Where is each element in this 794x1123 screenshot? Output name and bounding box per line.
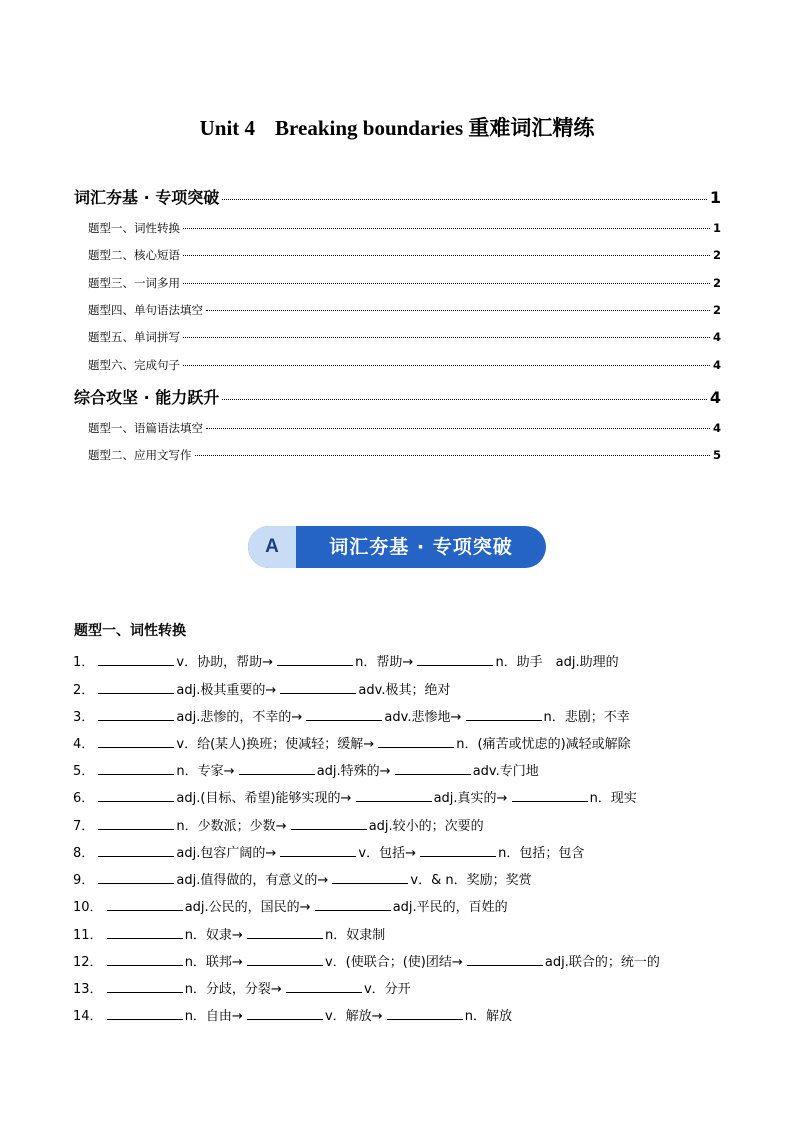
exercise-prompt: n．包括；包含 [498, 846, 585, 861]
toc-leader [183, 228, 710, 229]
toc-label: 题型二、核心短语 [88, 248, 180, 262]
exercise-prompt: n．帮助→ [355, 655, 414, 670]
toc-item[interactable] [74, 385, 721, 407]
exercise-prompt: adv.专门地 [472, 764, 539, 779]
toc-label: 词汇夯基 · 专项突破 [74, 188, 220, 207]
exercise-number: 4． [73, 737, 95, 752]
answer-blank[interactable] [466, 707, 542, 721]
exercise-prompt: n．助手 adj.助理的 [495, 655, 619, 670]
answer-blank[interactable] [387, 1006, 463, 1020]
answer-blank[interactable] [98, 707, 174, 721]
answer-blank[interactable] [98, 788, 174, 802]
exercise-number: 9． [73, 873, 95, 888]
exercise-prompt: v．(使联合；(使)团结→ [324, 955, 463, 970]
exercise-prompt: n．联邦→ [184, 955, 243, 970]
answer-blank[interactable] [107, 979, 183, 993]
toc-label: 题型一、词性转换 [88, 221, 180, 235]
toc-item[interactable] [88, 220, 721, 236]
toc-page: 1 [709, 188, 721, 207]
exercise-prompt: v．给(某人)换班；使减轻；缓解→ [176, 737, 375, 752]
page-title [0, 113, 794, 143]
exercise-prompt: adj.包容广阔的→ [176, 846, 277, 861]
toc-page: 4 [712, 330, 721, 344]
toc-leader [183, 337, 710, 338]
toc-page: 1 [712, 221, 721, 235]
toc-leader [222, 199, 707, 200]
exercise-item [73, 788, 637, 808]
answer-blank[interactable] [395, 761, 471, 775]
toc-label: 题型三、一词多用 [88, 276, 180, 290]
exercise-prompt: adj.极其重要的→ [176, 683, 277, 698]
exercise-prompt: v．包括→ [358, 846, 417, 861]
exercise-number: 14． [73, 1009, 103, 1024]
answer-blank[interactable] [247, 925, 323, 939]
toc-page: 2 [712, 248, 721, 262]
toc-item[interactable] [88, 247, 721, 263]
exercise-number: 13． [73, 982, 103, 997]
exercise-prompt: n．奴隶→ [184, 928, 243, 943]
exercise-prompt: adv.极其；绝对 [358, 683, 451, 698]
exercise-item [73, 979, 411, 999]
toc-item[interactable] [88, 329, 721, 345]
toc-page: 4 [712, 421, 721, 435]
answer-blank[interactable] [280, 680, 356, 694]
exercise-number: 5． [73, 764, 95, 779]
exercise-number: 1． [73, 655, 95, 670]
toc-leader [195, 455, 710, 456]
exercise-item [73, 897, 508, 917]
answer-blank[interactable] [98, 816, 174, 830]
exercise-item [73, 1006, 512, 1026]
toc-item[interactable] [88, 357, 721, 373]
answer-blank[interactable] [280, 843, 356, 857]
exercise-prompt: adj.联合的；统一的 [544, 955, 660, 970]
toc-leader [183, 283, 710, 284]
exercise-prompt: v．分开 [363, 982, 411, 997]
exercise-prompt: n．少数派；少数→ [176, 819, 287, 834]
answer-blank[interactable] [512, 788, 588, 802]
toc-page: 4 [709, 388, 721, 407]
exercise-item [73, 952, 660, 972]
exercise-prompt: n．现实 [589, 791, 637, 806]
exercise-prompt: n．解放 [464, 1009, 512, 1024]
toc-item[interactable] [88, 447, 721, 463]
toc-item[interactable] [88, 420, 721, 436]
section-banner [248, 526, 546, 568]
exercise-section-title: 题型一、词性转换 [74, 623, 186, 639]
toc-page: 2 [712, 276, 721, 290]
answer-blank[interactable] [332, 870, 408, 884]
toc-item[interactable] [88, 275, 721, 291]
exercise-prompt: v．& n．奖励；奖赏 [410, 873, 532, 888]
toc-page: 5 [712, 448, 721, 462]
section-badge: A [248, 526, 296, 568]
exercise-item [73, 925, 385, 945]
answer-blank[interactable] [247, 952, 323, 966]
answer-blank[interactable] [378, 734, 454, 748]
title-rest: Breaking boundaries 重难词汇精练 [275, 116, 595, 140]
toc-label: 题型二、应用文写作 [88, 448, 192, 462]
toc-leader [183, 365, 710, 366]
exercise-item [73, 652, 619, 672]
answer-blank[interactable] [315, 897, 391, 911]
exercise-item [73, 761, 539, 781]
toc-leader [206, 428, 710, 429]
toc-item[interactable] [74, 185, 721, 207]
exercise-prompt: adj.特殊的→ [316, 764, 391, 779]
toc-leader [222, 399, 707, 400]
toc-label: 综合攻坚 · 能力跃升 [74, 388, 220, 407]
answer-blank[interactable] [98, 734, 174, 748]
exercise-prompt: n．分歧，分裂→ [184, 982, 282, 997]
exercise-number: 12． [73, 955, 103, 970]
answer-blank[interactable] [107, 952, 183, 966]
answer-blank[interactable] [306, 707, 382, 721]
answer-blank[interactable] [467, 952, 543, 966]
answer-blank[interactable] [98, 680, 174, 694]
toc-label: 题型四、单句语法填空 [88, 303, 203, 317]
answer-blank[interactable] [98, 761, 174, 775]
answer-blank[interactable] [417, 652, 493, 666]
exercise-prompt: adj.真实的→ [433, 791, 508, 806]
answer-blank[interactable] [98, 870, 174, 884]
title-unit: Unit 4 [199, 116, 256, 140]
answer-blank[interactable] [107, 1006, 183, 1020]
section-banner-title: 词汇夯基 · 专项突破 [329, 536, 513, 558]
answer-blank[interactable] [239, 761, 315, 775]
exercise-number: 2． [73, 683, 95, 698]
exercise-prompt: n．(痛苦或忧虑的)减轻或解除 [456, 737, 631, 752]
exercise-prompt: adj.公民的，国民的→ [184, 900, 311, 915]
exercise-number: 3． [73, 710, 95, 725]
toc-label: 题型六、完成句子 [88, 358, 180, 372]
exercise-prompt: n．专家→ [176, 764, 235, 779]
toc-item[interactable] [88, 302, 721, 318]
toc-label: 题型一、语篇语法填空 [88, 421, 203, 435]
toc-leader [183, 255, 710, 256]
exercise-number: 8． [73, 846, 95, 861]
exercise-prompt: v．协助，帮助→ [176, 655, 274, 670]
exercise-item [73, 734, 631, 754]
answer-blank[interactable] [107, 925, 183, 939]
exercise-prompt: n．奴隶制 [324, 928, 386, 943]
answer-blank[interactable] [291, 816, 367, 830]
exercise-prompt: adj.值得做的，有意义的→ [176, 873, 329, 888]
exercise-item [73, 870, 532, 890]
answer-blank[interactable] [277, 652, 353, 666]
answer-blank[interactable] [247, 1006, 323, 1020]
exercise-number: 11． [73, 928, 103, 943]
answer-blank[interactable] [286, 979, 362, 993]
exercise-prompt: adj.平民的，百姓的 [392, 900, 508, 915]
exercise-number: 7． [73, 819, 95, 834]
exercise-prompt: adj.(目标、希望)能够实现的→ [176, 791, 352, 806]
exercise-prompt: adj.较小的；次要的 [368, 819, 484, 834]
exercise-item [73, 843, 584, 863]
answer-blank[interactable] [356, 788, 432, 802]
toc-label: 题型五、单词拼写 [88, 330, 180, 344]
exercise-prompt: n．悲剧；不幸 [543, 710, 630, 725]
exercise-prompt: adj.悲惨的，不幸的→ [176, 710, 303, 725]
answer-blank[interactable] [98, 843, 174, 857]
exercise-item [73, 707, 630, 727]
exercise-number: 10． [73, 900, 103, 915]
exercise-prompt: n．自由→ [184, 1009, 243, 1024]
toc-leader [206, 310, 710, 311]
answer-blank[interactable] [107, 897, 183, 911]
exercise-prompt: v．解放→ [324, 1009, 383, 1024]
exercise-item [73, 680, 450, 700]
exercise-prompt: adv.悲惨地→ [384, 710, 462, 725]
toc-page: 4 [712, 358, 721, 372]
toc-page: 2 [712, 303, 721, 317]
answer-blank[interactable] [420, 843, 496, 857]
exercise-item [73, 816, 484, 836]
answer-blank[interactable] [98, 652, 174, 666]
exercise-number: 6． [73, 791, 95, 806]
